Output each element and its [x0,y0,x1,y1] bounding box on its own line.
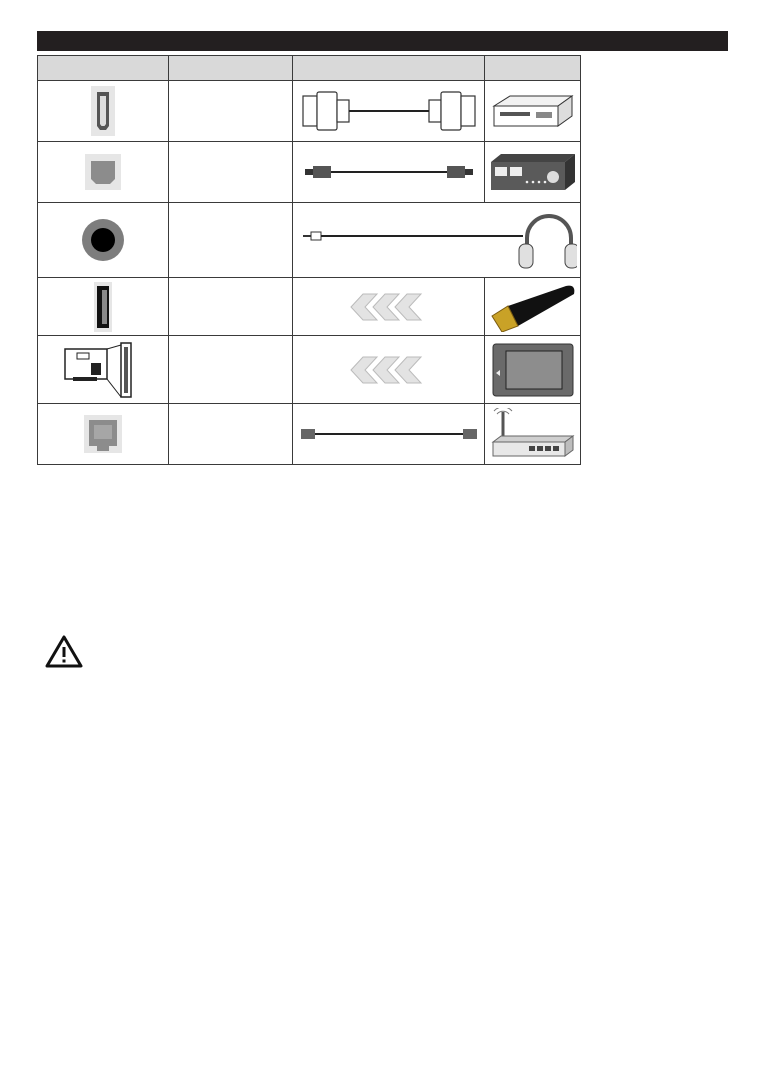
table-row [38,203,581,278]
type-cell [169,278,293,336]
connections-table [37,55,581,465]
usb-port-icon [94,282,112,332]
type-cell [169,203,293,278]
port-cell [38,404,169,465]
cable-cell [293,142,485,203]
port-cell [38,81,169,142]
device-cell [485,278,581,336]
type-cell [169,404,293,465]
amplifier-icon [489,152,577,192]
hdmi-port-icon [91,86,115,136]
table-row [38,404,581,465]
section-header-bar [37,31,728,51]
device-cell [485,336,581,404]
cable-cell [293,404,485,465]
type-cell [169,81,293,142]
insert-arrows-icon [349,292,429,322]
ci-slot-icon [63,341,143,399]
headphones-icon [519,216,577,268]
headphone-jack-icon [81,218,125,262]
port-cell [38,203,169,278]
table-row [38,278,581,336]
header-type [169,56,293,81]
table-row [38,81,581,142]
cable-cell [293,81,485,142]
table-row [38,336,581,404]
cam-module-icon [492,343,574,397]
usb-stick-icon [488,282,578,332]
cable-cell [293,278,485,336]
port-cell [38,142,169,203]
headphone-cable-icon [297,208,577,272]
cable-cell [293,336,485,404]
warning-triangle-icon [44,634,84,670]
type-cell [169,142,293,203]
ethernet-cable-icon [299,426,479,442]
table-row [38,142,581,203]
router-icon [491,408,575,460]
device-cell [485,404,581,465]
insert-arrows-icon [349,355,429,385]
ethernet-port-icon [84,415,122,453]
header-connector [38,56,169,81]
optical-port-icon [85,154,121,190]
device-cell [485,81,581,142]
port-cell [38,336,169,404]
table-header-row [38,56,581,81]
hdmi-cable-icon [301,88,477,134]
header-cables [293,56,485,81]
dvd-player-icon [490,92,576,130]
optical-cable-icon [301,162,477,182]
header-device [485,56,581,81]
type-cell [169,336,293,404]
device-cell [485,142,581,203]
cable-cell [293,203,581,278]
port-cell [38,278,169,336]
